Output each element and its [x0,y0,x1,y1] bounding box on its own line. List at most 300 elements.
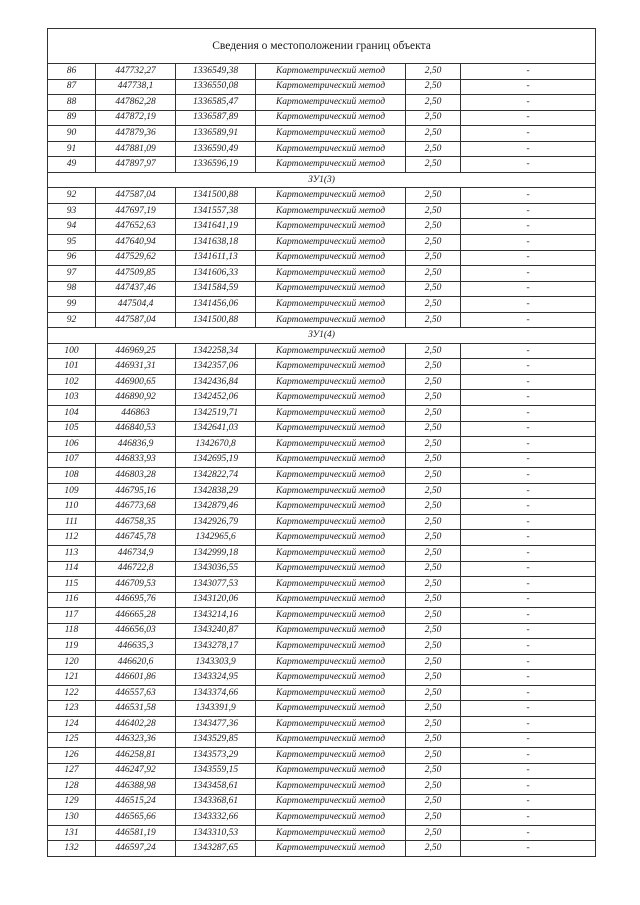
method-cell: Картометрический метод [256,343,406,359]
coord-y: 1342838,29 [176,483,256,499]
coord-y: 1336589,91 [176,126,256,142]
note-cell: - [461,126,596,142]
coord-y: 1343332,66 [176,810,256,826]
method-cell: Картометрический метод [256,577,406,593]
coord-x: 447437,46 [96,281,176,297]
table-row [48,623,596,639]
coord-x: 446745,78 [96,530,176,546]
coord-y: 1341500,88 [176,188,256,204]
coord-y: 1343310,53 [176,825,256,841]
note-cell: - [461,763,596,779]
note-cell: - [461,79,596,95]
coord-y: 1336590,49 [176,141,256,157]
note-cell: - [461,654,596,670]
note-cell: - [461,219,596,235]
coord-y: 1343458,61 [176,779,256,795]
note-cell: - [461,250,596,266]
coord-x: 446900,65 [96,374,176,390]
method-cell: Картометрический метод [256,670,406,686]
coord-y: 1342452,06 [176,390,256,406]
coord-x: 446601,86 [96,670,176,686]
accuracy-cell: 2,50 [406,716,461,732]
point-number: 96 [48,250,96,266]
accuracy-cell: 2,50 [406,561,461,577]
table-row [48,810,596,826]
point-number: 88 [48,95,96,111]
method-cell: Картометрический метод [256,126,406,142]
point-number: 128 [48,779,96,795]
coord-x: 447879,36 [96,126,176,142]
method-cell: Картометрический метод [256,654,406,670]
coord-y: 1341584,59 [176,281,256,297]
accuracy-cell: 2,50 [406,592,461,608]
accuracy-cell: 2,50 [406,499,461,515]
coord-y: 1341641,19 [176,219,256,235]
point-number: 108 [48,468,96,484]
note-cell: - [461,297,596,313]
method-cell: Картометрический метод [256,406,406,422]
table-row [48,374,596,390]
coord-y: 1343573,29 [176,748,256,764]
point-number: 113 [48,545,96,561]
accuracy-cell: 2,50 [406,825,461,841]
point-number: 111 [48,514,96,530]
coord-y: 1341638,18 [176,235,256,251]
accuracy-cell: 2,50 [406,79,461,95]
coord-y: 1341606,33 [176,266,256,282]
accuracy-cell: 2,50 [406,157,461,173]
note-cell: - [461,266,596,282]
point-number: 92 [48,188,96,204]
method-cell: Картометрический метод [256,219,406,235]
note-cell: - [461,95,596,111]
table-row [48,250,596,266]
table-row [48,670,596,686]
section-row [48,172,596,188]
note-cell: - [461,235,596,251]
coord-y: 1343303,9 [176,654,256,670]
method-cell: Картометрический метод [256,483,406,499]
coord-x: 447872,19 [96,110,176,126]
note-cell: - [461,188,596,204]
point-number: 107 [48,452,96,468]
coord-x: 446709,53 [96,577,176,593]
note-cell: - [461,623,596,639]
coord-y: 1342258,34 [176,343,256,359]
coord-y: 1342999,18 [176,545,256,561]
table-row [48,188,596,204]
coord-x: 447881,09 [96,141,176,157]
table-row [48,452,596,468]
table-row [48,545,596,561]
table-row [48,281,596,297]
note-cell: - [461,110,596,126]
note-cell: - [461,701,596,717]
table-row [48,701,596,717]
table-row [48,297,596,313]
point-number: 95 [48,235,96,251]
table-row [48,483,596,499]
table-row [48,390,596,406]
table-row [48,561,596,577]
table-row [48,79,596,95]
method-cell: Картометрический метод [256,203,406,219]
table-row [48,763,596,779]
title-row [48,29,596,64]
point-number: 99 [48,297,96,313]
accuracy-cell: 2,50 [406,639,461,655]
table-row [48,421,596,437]
note-cell: - [461,141,596,157]
coord-y: 1343214,16 [176,608,256,624]
accuracy-cell: 2,50 [406,312,461,328]
accuracy-cell: 2,50 [406,374,461,390]
coord-x: 446863 [96,406,176,422]
point-number: 86 [48,64,96,80]
point-number: 92 [48,312,96,328]
table-title: Сведения о местоположении границ объекта [48,29,596,64]
point-number: 97 [48,266,96,282]
method-cell: Картометрический метод [256,188,406,204]
coord-x: 447697,19 [96,203,176,219]
note-cell: - [461,312,596,328]
coord-x: 446722,8 [96,561,176,577]
table-row [48,592,596,608]
note-cell: - [461,825,596,841]
coord-y: 1343120,06 [176,592,256,608]
coord-x: 447652,63 [96,219,176,235]
accuracy-cell: 2,50 [406,390,461,406]
point-number: 104 [48,406,96,422]
coord-x: 447529,62 [96,250,176,266]
coord-y: 1342879,46 [176,499,256,515]
accuracy-cell: 2,50 [406,514,461,530]
table-row [48,126,596,142]
coord-y: 1343240,87 [176,623,256,639]
table-row [48,406,596,422]
method-cell: Картометрический метод [256,499,406,515]
coord-y: 1342965,6 [176,530,256,546]
method-cell: Картометрический метод [256,592,406,608]
point-number: 120 [48,654,96,670]
coord-y: 1336587,89 [176,110,256,126]
point-number: 100 [48,343,96,359]
note-cell: - [461,639,596,655]
coord-y: 1343559,15 [176,763,256,779]
method-cell: Картометрический метод [256,79,406,95]
method-cell: Картометрический метод [256,732,406,748]
coord-x: 446581,19 [96,825,176,841]
coord-x: 446803,28 [96,468,176,484]
note-cell: - [461,841,596,857]
table-row [48,266,596,282]
coord-x: 446795,16 [96,483,176,499]
accuracy-cell: 2,50 [406,748,461,764]
method-cell: Картометрический метод [256,779,406,795]
table-row [48,794,596,810]
accuracy-cell: 2,50 [406,126,461,142]
coord-x: 446258,81 [96,748,176,764]
table-row [48,685,596,701]
coord-y: 1342822,74 [176,468,256,484]
accuracy-cell: 2,50 [406,203,461,219]
coord-y: 1341611,13 [176,250,256,266]
coord-x: 446840,53 [96,421,176,437]
method-cell: Картометрический метод [256,841,406,857]
coord-y: 1343324,95 [176,670,256,686]
table-row [48,110,596,126]
note-cell: - [461,592,596,608]
coord-x: 446388,98 [96,779,176,795]
accuracy-cell: 2,50 [406,406,461,422]
note-cell: - [461,779,596,795]
method-cell: Картометрический метод [256,64,406,80]
note-cell: - [461,437,596,453]
table-row [48,141,596,157]
coord-y: 1336585,47 [176,95,256,111]
coord-y: 1343368,61 [176,794,256,810]
coord-x: 446665,28 [96,608,176,624]
accuracy-cell: 2,50 [406,250,461,266]
table-row [48,732,596,748]
point-number: 130 [48,810,96,826]
coord-x: 446734,9 [96,545,176,561]
method-cell: Картометрический метод [256,763,406,779]
coord-x: 447587,04 [96,312,176,328]
note-cell: - [461,810,596,826]
note-cell: - [461,390,596,406]
accuracy-cell: 2,50 [406,841,461,857]
table-row [48,654,596,670]
coord-y: 1343529,85 [176,732,256,748]
method-cell: Картометрический метод [256,359,406,375]
section-label: ЗУ1(4) [48,328,596,344]
point-number: 103 [48,390,96,406]
coord-x: 446635,3 [96,639,176,655]
point-number: 132 [48,841,96,857]
table-row [48,841,596,857]
method-cell: Картометрический метод [256,561,406,577]
coord-y: 1342519,71 [176,406,256,422]
method-cell: Картометрический метод [256,623,406,639]
coord-y: 1341456,06 [176,297,256,313]
coord-x: 446531,58 [96,701,176,717]
accuracy-cell: 2,50 [406,452,461,468]
boundary-table [47,28,596,857]
point-number: 90 [48,126,96,142]
table-row [48,468,596,484]
coord-y: 1343278,17 [176,639,256,655]
method-cell: Картометрический метод [256,297,406,313]
note-cell: - [461,421,596,437]
coord-x: 446247,92 [96,763,176,779]
note-cell: - [461,748,596,764]
document-sheet [47,28,595,857]
table-row [48,235,596,251]
point-number: 123 [48,701,96,717]
section-row [48,328,596,344]
coord-x: 446969,25 [96,343,176,359]
point-number: 124 [48,716,96,732]
method-cell: Картометрический метод [256,141,406,157]
method-cell: Картометрический метод [256,794,406,810]
coord-x: 447897,97 [96,157,176,173]
table-row [48,343,596,359]
coord-x: 447738,1 [96,79,176,95]
coord-x: 446402,28 [96,716,176,732]
accuracy-cell: 2,50 [406,670,461,686]
method-cell: Картометрический метод [256,530,406,546]
coord-y: 1341557,38 [176,203,256,219]
point-number: 119 [48,639,96,655]
coord-y: 1343391,9 [176,701,256,717]
table-row [48,716,596,732]
method-cell: Картометрический метод [256,437,406,453]
coord-x: 446758,35 [96,514,176,530]
point-number: 116 [48,592,96,608]
method-cell: Картометрический метод [256,266,406,282]
accuracy-cell: 2,50 [406,577,461,593]
table-row [48,437,596,453]
note-cell: - [461,157,596,173]
accuracy-cell: 2,50 [406,545,461,561]
note-cell: - [461,608,596,624]
coord-x: 447640,94 [96,235,176,251]
accuracy-cell: 2,50 [406,110,461,126]
note-cell: - [461,359,596,375]
note-cell: - [461,514,596,530]
method-cell: Картометрический метод [256,545,406,561]
accuracy-cell: 2,50 [406,421,461,437]
note-cell: - [461,452,596,468]
point-number: 127 [48,763,96,779]
method-cell: Картометрический метод [256,514,406,530]
table-row [48,748,596,764]
note-cell: - [461,732,596,748]
method-cell: Картометрический метод [256,748,406,764]
accuracy-cell: 2,50 [406,281,461,297]
accuracy-cell: 2,50 [406,95,461,111]
accuracy-cell: 2,50 [406,608,461,624]
coord-y: 1341500,88 [176,312,256,328]
coord-y: 1343077,53 [176,577,256,593]
note-cell: - [461,343,596,359]
method-cell: Картометрический метод [256,685,406,701]
coord-x: 446833,93 [96,452,176,468]
accuracy-cell: 2,50 [406,732,461,748]
point-number: 94 [48,219,96,235]
method-cell: Картометрический метод [256,421,406,437]
point-number: 106 [48,437,96,453]
coord-x: 446515,24 [96,794,176,810]
note-cell: - [461,530,596,546]
coord-y: 1336550,08 [176,79,256,95]
accuracy-cell: 2,50 [406,483,461,499]
note-cell: - [461,468,596,484]
point-number: 109 [48,483,96,499]
coord-y: 1343477,36 [176,716,256,732]
table-row [48,64,596,80]
coord-x: 446323,36 [96,732,176,748]
method-cell: Картометрический метод [256,468,406,484]
point-number: 114 [48,561,96,577]
accuracy-cell: 2,50 [406,437,461,453]
method-cell: Картометрический метод [256,374,406,390]
note-cell: - [461,64,596,80]
note-cell: - [461,716,596,732]
accuracy-cell: 2,50 [406,266,461,282]
accuracy-cell: 2,50 [406,779,461,795]
coord-x: 447862,28 [96,95,176,111]
accuracy-cell: 2,50 [406,188,461,204]
coord-y: 1336549,38 [176,64,256,80]
accuracy-cell: 2,50 [406,810,461,826]
coord-y: 1342926,79 [176,514,256,530]
point-number: 122 [48,685,96,701]
accuracy-cell: 2,50 [406,141,461,157]
point-number: 49 [48,157,96,173]
note-cell: - [461,281,596,297]
table-row [48,203,596,219]
table-row [48,530,596,546]
accuracy-cell: 2,50 [406,64,461,80]
note-cell: - [461,561,596,577]
coord-y: 1342357,06 [176,359,256,375]
accuracy-cell: 2,50 [406,235,461,251]
table-row [48,312,596,328]
table-row [48,95,596,111]
section-label: ЗУ1(3) [48,172,596,188]
accuracy-cell: 2,50 [406,685,461,701]
point-number: 110 [48,499,96,515]
method-cell: Картометрический метод [256,390,406,406]
note-cell: - [461,577,596,593]
table-row [48,359,596,375]
note-cell: - [461,794,596,810]
table-row [48,779,596,795]
method-cell: Картометрический метод [256,281,406,297]
method-cell: Картометрический метод [256,701,406,717]
note-cell: - [461,483,596,499]
coord-y: 1336596,19 [176,157,256,173]
method-cell: Картометрический метод [256,639,406,655]
method-cell: Картометрический метод [256,235,406,251]
method-cell: Картометрический метод [256,716,406,732]
coord-y: 1343287,65 [176,841,256,857]
point-number: 117 [48,608,96,624]
note-cell: - [461,499,596,515]
point-number: 115 [48,577,96,593]
coord-x: 446773,68 [96,499,176,515]
coord-x: 446931,31 [96,359,176,375]
accuracy-cell: 2,50 [406,763,461,779]
accuracy-cell: 2,50 [406,701,461,717]
coord-x: 447587,04 [96,188,176,204]
coord-y: 1342695,19 [176,452,256,468]
note-cell: - [461,685,596,701]
accuracy-cell: 2,50 [406,359,461,375]
accuracy-cell: 2,50 [406,794,461,810]
coord-y: 1342670,8 [176,437,256,453]
point-number: 131 [48,825,96,841]
accuracy-cell: 2,50 [406,297,461,313]
point-number: 89 [48,110,96,126]
point-number: 93 [48,203,96,219]
coord-x: 446836,9 [96,437,176,453]
method-cell: Картометрический метод [256,157,406,173]
coord-x: 447504,4 [96,297,176,313]
coord-y: 1343036,55 [176,561,256,577]
